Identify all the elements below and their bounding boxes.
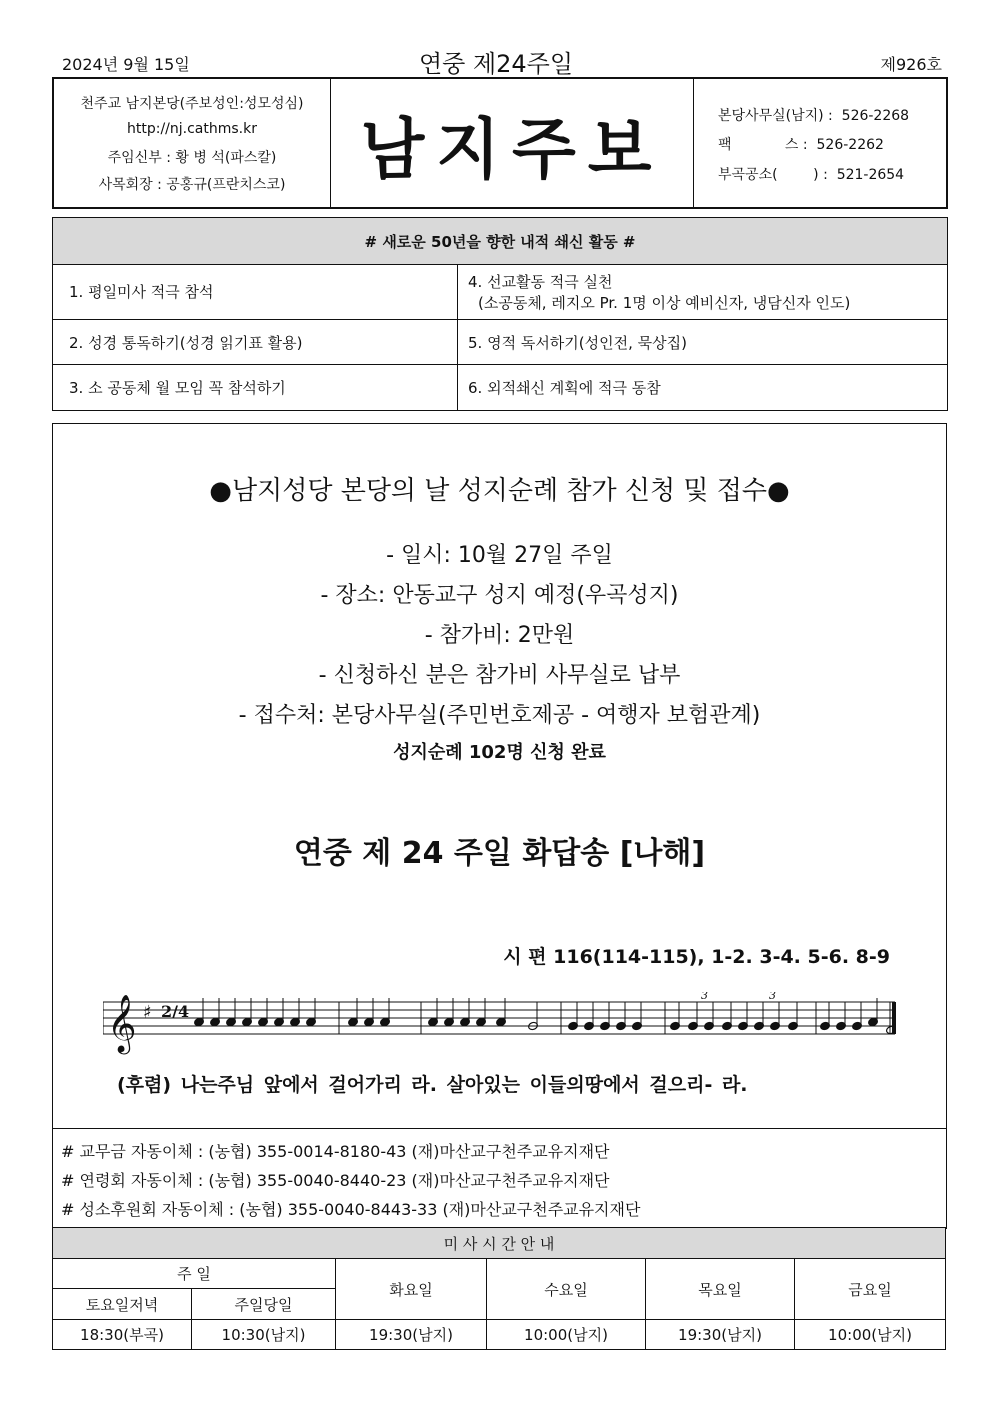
account-line: # 연령회 자동이체 : (농협) 355-0040-8440-23 (재)마산교구천주교유지재단: [61, 1171, 610, 1190]
goal-text: 6. 외적쇄신 계획에 적극 동참: [468, 379, 661, 397]
announcement-box: [52, 423, 947, 1129]
triplet-mark: 3: [701, 992, 708, 1002]
goal-item: [53, 365, 457, 410]
goal-item: [458, 320, 947, 364]
day-tuesday: 화요일: [336, 1259, 487, 1320]
triplet-mark: 3: [769, 992, 776, 1002]
mass-time: 19:30(남지): [646, 1320, 795, 1350]
bulletin-title: 남지주보: [331, 79, 694, 207]
sunday-header: 주 일: [53, 1259, 336, 1289]
pastor: 주임신부 : 황 병 석(파스칼): [107, 150, 277, 166]
liturgical-week: 연중 제24주일: [418, 50, 574, 78]
goal-item: [458, 264, 947, 319]
goal-item: [458, 365, 947, 410]
account-line: # 성소후원회 자동이체 : (농협) 355-0040-8443-33 (재)마산교구천주교유지재단: [61, 1200, 641, 1219]
goal-item: [53, 320, 457, 364]
sunday-day: 주일당일: [192, 1289, 336, 1320]
fax-number: 팩 스 : 526-2262: [718, 137, 884, 153]
mass-time: 19:30(남지): [336, 1320, 487, 1350]
pilgrimage-title: ●남지성당 본당의 날 성지순례 참가 신청 및 접수●: [209, 476, 790, 506]
issue-number: 제926호: [880, 55, 942, 74]
account-line: # 교무금 자동이체 : (농협) 355-0014-8180-43 (재)마산교구천주교유지재단: [61, 1142, 610, 1161]
music-staff: [103, 992, 903, 1072]
parish-url[interactable]: http://nj.cathms.kr: [127, 121, 257, 137]
goals-heading: # 새로운 50년을 향한 내적 쇄신 활동 #: [53, 218, 947, 265]
mass-time: 10:00(남지): [487, 1320, 646, 1350]
renewal-goals: [52, 217, 948, 411]
sharp-icon: ♯: [143, 1002, 152, 1023]
psalm-title: 연중 제 24 주일 화답송 [나해]: [293, 836, 706, 871]
mass-schedule: [52, 1227, 945, 1349]
day-friday: 금요일: [795, 1259, 946, 1320]
goal-text: 5. 영적 독서하기(성인전, 묵상집): [468, 333, 687, 352]
goal-text: 1. 평일미사 적극 참석: [69, 283, 214, 301]
goal-subtext: (소공동체, 레지오 Pr. 1명 이상 예비신자, 냉담신자 인도): [478, 293, 851, 312]
pilgrimage-payment: - 신청하신 분은 참가비 사무실로 납부: [318, 663, 681, 688]
mass-time: 10:30(남지): [192, 1320, 336, 1350]
pilgrimage-date: - 일시: 10월 27일 주일: [386, 543, 613, 568]
mass-table: [52, 1227, 946, 1350]
goal-text: 2. 성경 통독하기(성경 읽기표 활용): [69, 333, 303, 352]
auto-transfer-accounts: [52, 1128, 947, 1229]
psalm-reference: 시 편 116(114-115), 1-2. 3-4. 5-6. 8-9: [503, 946, 890, 968]
goal-text: 4. 선교활동 적극 실천: [468, 272, 613, 291]
masthead: [52, 77, 948, 209]
notes-group: [194, 998, 897, 1035]
mass-time: 18:30(부곡): [53, 1320, 192, 1350]
pilgrimage-place: - 장소: 안동교구 성지 예정(우곡성지): [320, 583, 679, 608]
day-wednesday: 수요일: [487, 1259, 646, 1320]
pilgrimage-reception: - 접수처: 본당사무실(주민번호제공 - 여행자 보험관계): [238, 703, 761, 728]
refrain-lyrics: (후렴) 나는주님 앞에서 걸어가리 라. 살아있는 이들의땅에서 걸으리- 라.: [117, 1074, 748, 1096]
time-signature: 2/4: [161, 1002, 190, 1021]
bugok-phone: 부곡공소( ) : 521-2654: [718, 167, 905, 183]
office-phone: 본당사무실(남지) : 526-2268: [718, 108, 910, 124]
parish-info: [54, 79, 331, 207]
contact-info: [694, 79, 946, 207]
saturday-evening: 토요일저녁: [53, 1289, 192, 1320]
parish-name: 천주교 남지본당(주보성인:성모성심): [80, 96, 304, 112]
registration-status: 성지순례 102명 신청 완료: [393, 742, 606, 763]
mass-heading: 미 사 시 간 안 내: [53, 1228, 946, 1259]
day-thursday: 목요일: [646, 1259, 795, 1320]
council-head: 사목회장 : 공홍규(프란치스코): [98, 177, 286, 193]
issue-date: 2024년 9월 15일: [62, 55, 190, 74]
goal-item: [53, 264, 457, 319]
pilgrimage-fee: - 참가비: 2만원: [424, 623, 575, 648]
mass-time: 10:00(남지): [795, 1320, 946, 1350]
goal-text: 3. 소 공동체 월 모임 꼭 참석하기: [69, 379, 286, 397]
treble-clef-icon: 𝄞: [107, 994, 137, 1052]
